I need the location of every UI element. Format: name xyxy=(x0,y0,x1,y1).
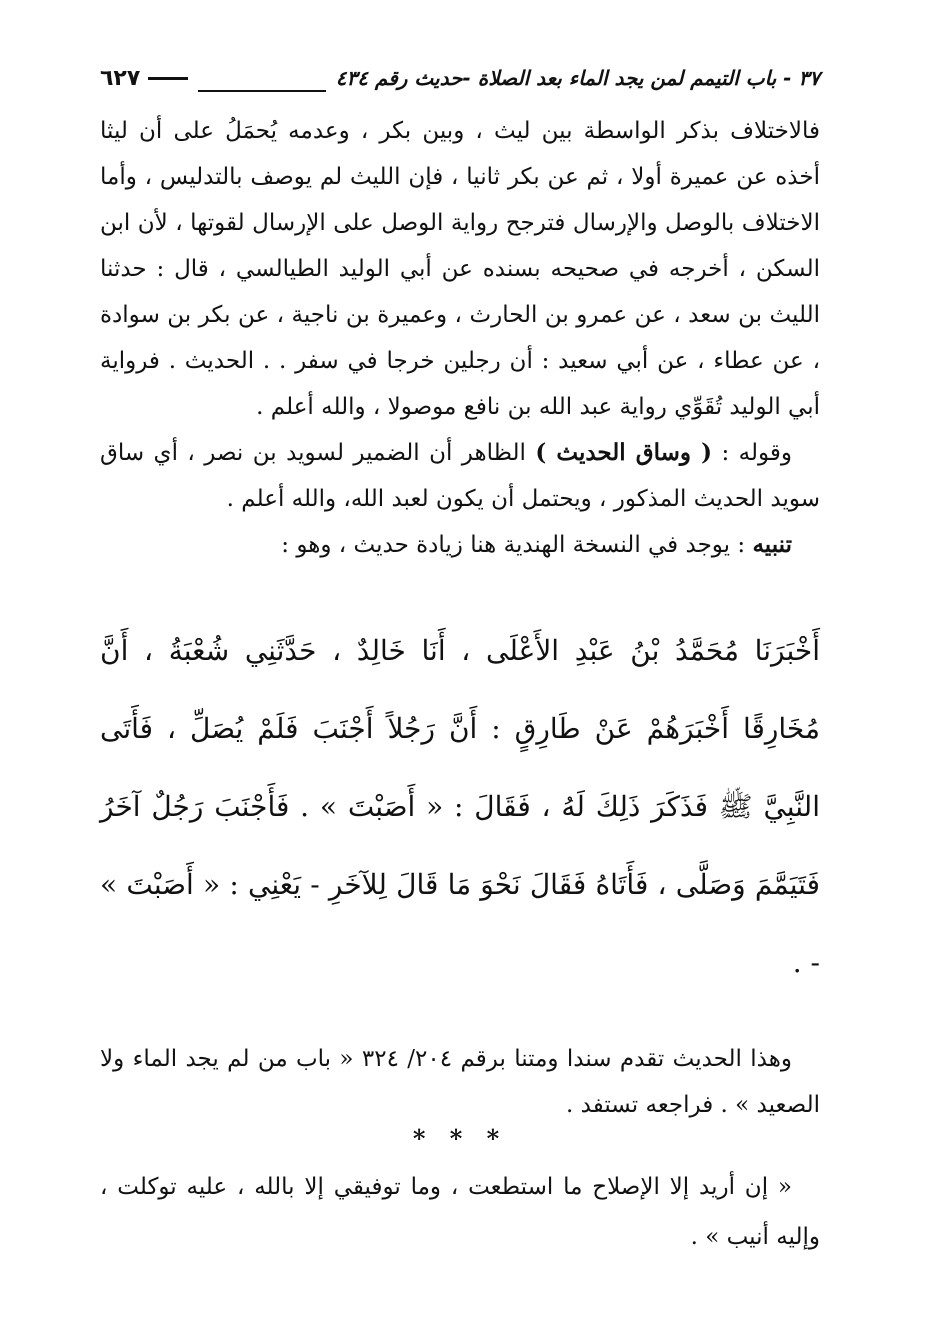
cross-reference-text: وهذا الحديث تقدم سندا ومتنا برقم ٢٠٤/ ٣٢٤ « باب من لم يجد الماء ولا الصعيد » . فراجعه تستفد . xyxy=(100,1046,820,1118)
section-separator: * * * xyxy=(412,1124,508,1153)
commentary-text xyxy=(100,108,820,568)
closing-quote xyxy=(100,1162,820,1262)
page-number: ٦٢٧ xyxy=(100,66,188,91)
hadith-paragraph: أَخْبَرَنَا مُحَمَّدُ بْنُ عَبْدِ الأَعْلَى ، أَنَا خَالِدٌ ، حَدَّثَنِي شُعْبَةُ ، أَنَّ مُخَارِقًا أَخْبَرَهُمْ عَنْ طَارِقٍ : أَنَّ رَجُلاً أَجْنَبَ فَلَمْ يُصَلِّ ، فَأَتَى النَّبِيَّ ﷺ فَذَكَرَ ذَلِكَ لَهُ ، فَقَالَ : « أَصَبْتَ » . فَأَجْنَبَ رَجُلٌ آخَرُ فَتَيَمَّمَ وَصَلَّى ، فَأَتَاهُ فَقَالَ نَحْوَ مَا قَالَ لِلآخَرِ - يَعْنِي : « أَصَبْتَ » - . xyxy=(100,634,820,979)
paragraph-2-rest: الظاهر أن الضمير لسويد بن نصر ، أي ساق سويد الحديث المذكور ، ويحتمل أن يكون لعبد الله، والله أعلم . xyxy=(100,440,820,512)
note-paragraph xyxy=(100,522,820,568)
paragraph-2-intro: وقوله : xyxy=(712,440,792,466)
cross-reference xyxy=(100,1036,820,1128)
note-text: : يوجد في النسخة الهندية هنا زيادة حديث ، وهو : xyxy=(281,532,753,558)
chapter-title: ٣٧ - باب التيمم لمن يجد الماء بعد الصلاة -حديث رقم ٤٣٤ xyxy=(335,66,820,90)
closing-quote-text: « إن أريد إلا الإصلاح ما استطعت ، وما توفيقي إلا بالله ، عليه توكلت ، وإليه أنيب » . xyxy=(100,1174,820,1250)
header-rule xyxy=(198,90,325,92)
paragraph-2 xyxy=(100,430,820,522)
hadith-text xyxy=(100,612,820,1002)
note-label: تنبيه xyxy=(752,531,792,558)
quoted-phrase: ( وساق الحديث ) xyxy=(535,439,713,466)
paragraph-1: فالاختلاف بذكر الواسطة بين ليث ، وبين بكر ، وعدمه يُحمَلُ على أن ليثا أخذه عن عميرة أولا ، ثم عن بكر ثانيا ، فإن الليث لم يوصف بالتدليس ، وأما الاختلاف بالوصل والإرسال فترجح رواية الوصل على الإرسال لقوتها ، لأن ابن السكن ، أخرجه في صحيحه بسنده عن أبي الوليد الطيالسي ، قال : حدثنا الليث بن سعد ، عن عمرو بن الحارث ، وعميرة بن ناجية ، عن بكر بن سوادة ، عن عطاء ، عن أبي سعيد : أن رجلين خرجا في سفر . . الحديث . فرواية أبي الوليد تُقَوِّي رواية عبد الله بن نافع موصولا ، والله أعلم . xyxy=(100,118,820,420)
page-header xyxy=(100,58,820,98)
